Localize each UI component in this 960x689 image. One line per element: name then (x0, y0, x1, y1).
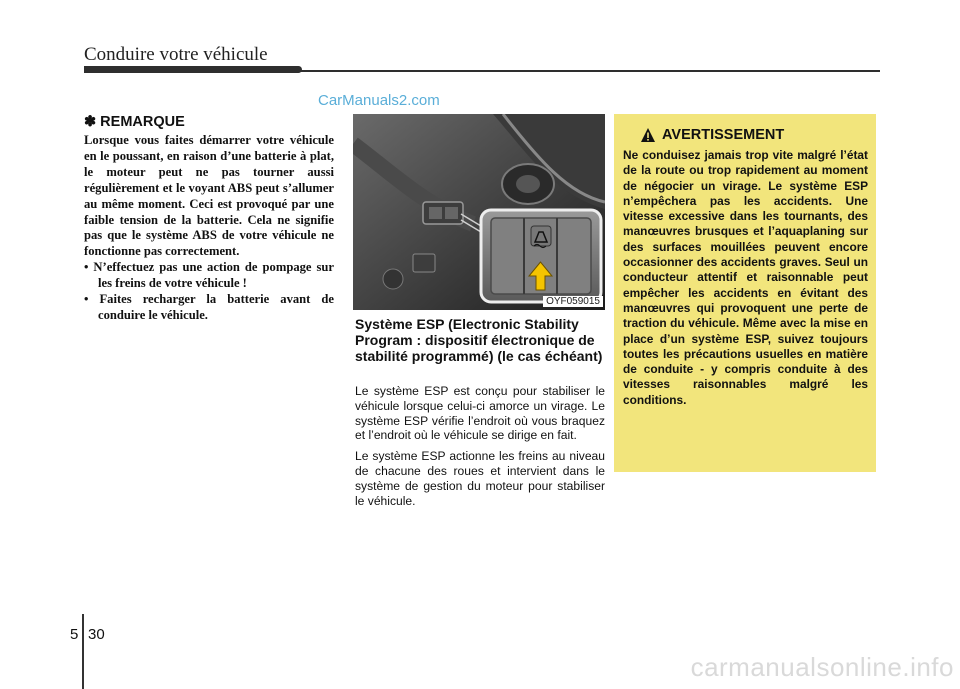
dashboard-illustration (353, 114, 605, 310)
remark-paragraph: Lorsque vous faites démarrer votre véhicule en le poussant, en raison d’une batterie à plat, le moteur peut ne pas tourner aussi régulièrement et le voyant ABS peut s’allumer au même moment. Ceci est provoqué par une faible tension de la batterie. Cela ne signifie pas que le système ABS de votre véhicule ne fonctionne pas correctement. (84, 133, 334, 259)
header-bar (84, 66, 302, 73)
remark-bullet: • Faites recharger la batterie avant de conduire le véhicule. (84, 292, 334, 324)
header-rule (300, 70, 880, 72)
esp-section-title: Système ESP (Electronic Stability Program : dispositif électronique de stabilité programmé) (le cas échéant) (355, 316, 603, 364)
warning-triangle-icon (640, 127, 656, 143)
esp-paragraph: Le système ESP est conçu pour stabiliser le véhicule lorsque celui-ci amorce un virage. Le système ESP vérifie l’endroit où vous braquez et l’endroit où le véhicule se dirige en fait. (355, 384, 605, 443)
esp-switch-figure (353, 114, 605, 310)
figure-code: OYF059015 (543, 296, 603, 307)
footer-divider (82, 614, 84, 689)
remark-bullets (84, 260, 334, 324)
page-number: 30 (88, 626, 105, 643)
warning-header (640, 124, 868, 146)
chapter-number: 5 (70, 626, 79, 643)
remark-body (84, 133, 334, 324)
remark-bullet: • N’effectuez pas une action de pompage sur les freins de votre véhicule ! (84, 260, 334, 292)
warning-text: Ne conduisez jamais trop vite malgré l’état de la route ou trop rapidement au moment de négocier un virage. Le système ESP n’empêchera pas les accidents. Une vitesse excessive dans les tournants, des manœuvres brusques et l’aquaplaning sur des surfaces mouillées peuvent encore occasionner des accidents graves. Seul un conducteur attentif et raisonnable peut empêcher les accidents en évitant des manœuvres qui provoquent une perte de traction du véhicule. Même avec la mise en place d’un système ESP, suivez toujours toutes les précautions usuelles en matière de conduite - y compris conduite à des vitesses raisonnables malgré les conditions. (623, 148, 868, 407)
watermark-top: CarManuals2.com (318, 92, 440, 109)
remark-heading: ✽ REMARQUE (84, 114, 185, 130)
warning-box (614, 114, 876, 472)
watermark-bottom: carmanualsonline.info (690, 652, 954, 682)
esp-paragraph: Le système ESP actionne les freins au niveau de chacune des roues et intervient dans le système de gestion du moteur pour stabiliser le véhicule. (355, 449, 605, 508)
warning-heading: AVERTISSEMENT (662, 127, 785, 143)
esp-section-body (355, 384, 605, 514)
page-header-title: Conduire votre véhicule (84, 44, 268, 65)
